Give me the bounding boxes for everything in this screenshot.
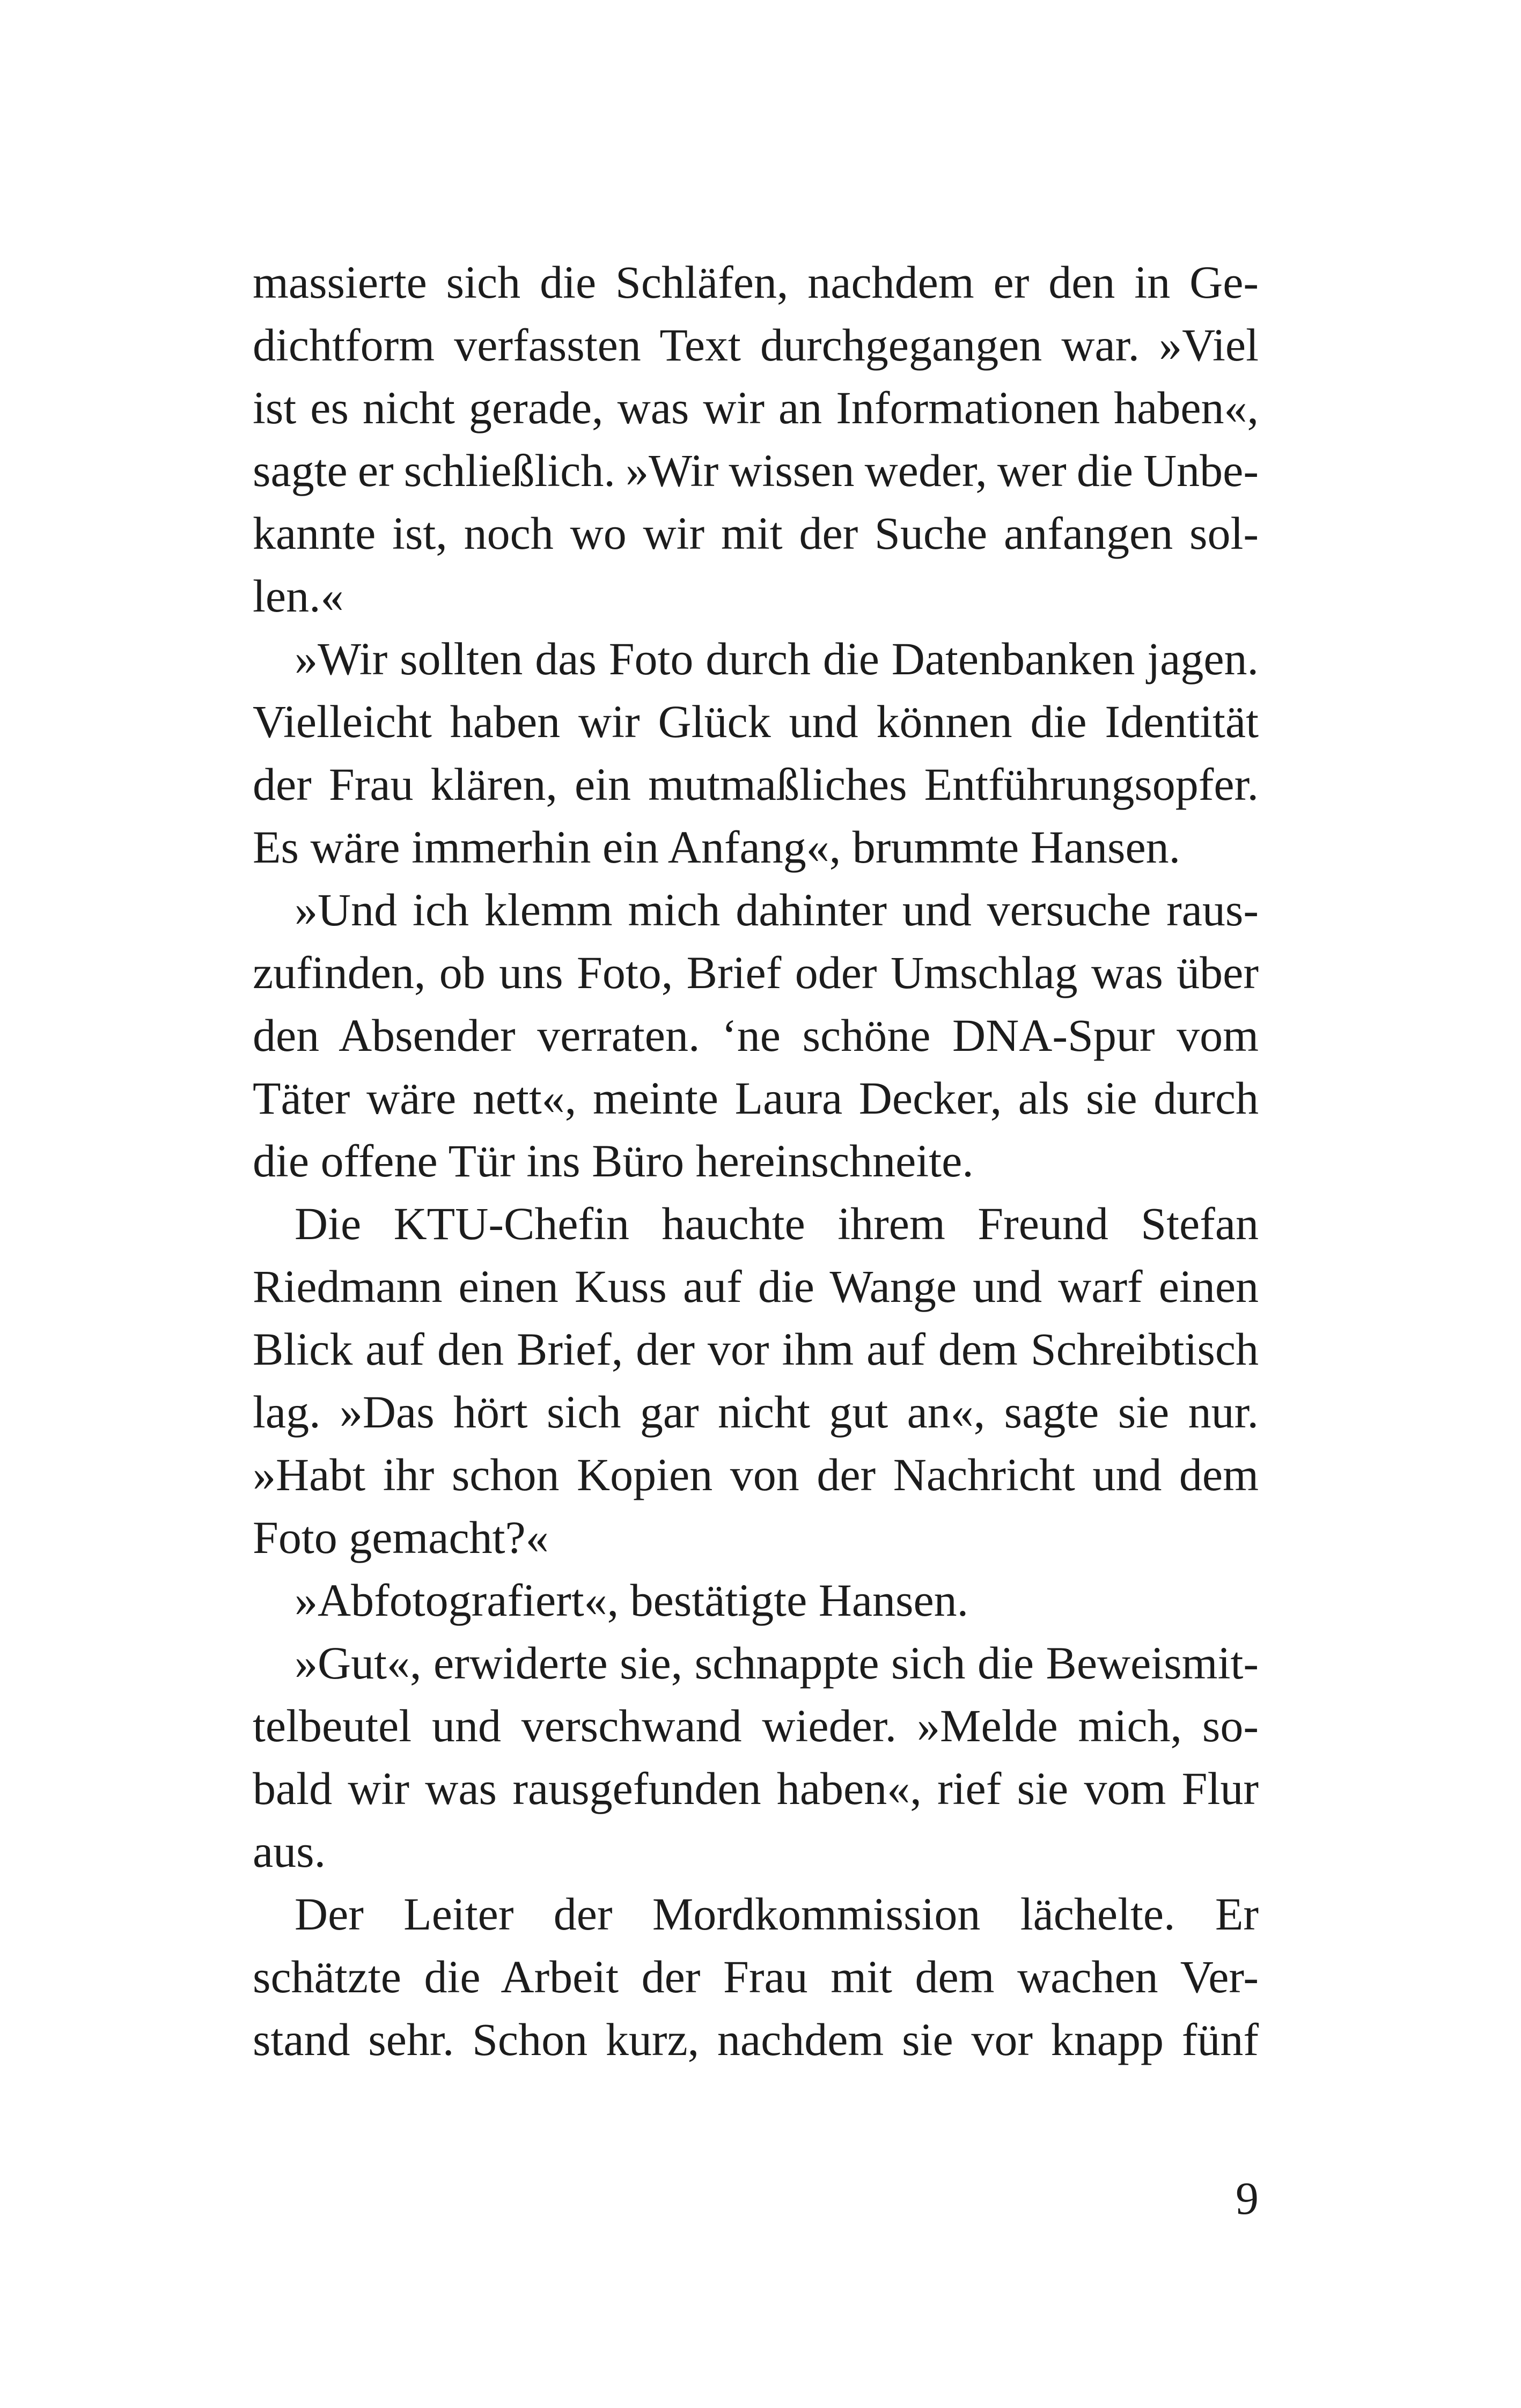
text-line: »Gut«, erwiderte sie, schnappte sich die Beweismit- (295, 1637, 1259, 1689)
text-line: den Absender verraten. ‘ne schöne DNA-Spur vom (253, 1010, 1259, 1061)
text-line: aus. (253, 1825, 326, 1877)
body-text (253, 251, 1259, 2071)
text-line: massierte sich die Schläfen, nachdem er den in Ge- (253, 256, 1259, 308)
text-line: die offene Tür ins Büro hereinschneite. (253, 1135, 974, 1187)
text-line: kannte ist, noch wo wir mit der Suche anfangen sol- (253, 507, 1259, 559)
text-line: »Abfotografiert«, bestätigte Hansen. (295, 1574, 969, 1626)
text-line: bald wir was rausgefunden haben«, rief sie vom Flur (253, 1763, 1259, 1814)
text-line: ist es nicht gerade, was wir an Informationen haben«, (253, 382, 1259, 433)
text-line: stand sehr. Schon kurz, nachdem sie vor knapp fünf (253, 2014, 1259, 2065)
text-line: sagte er schließlich. »Wir wissen weder, wer die Unbe- (253, 445, 1259, 496)
text-line: len.« (253, 570, 344, 622)
text-line: der Frau klären, ein mutmaßliches Entführungsopfer. (253, 759, 1259, 810)
text-line: zufinden, ob uns Foto, Brief oder Umschlag was über (253, 947, 1259, 998)
text-line: Die KTU-Chefin hauchte ihrem Freund Stefan (295, 1198, 1259, 1249)
page-number: 9 (1236, 2173, 1259, 2224)
text-line: Täter wäre nett«, meinte Laura Decker, als sie durch (253, 1072, 1259, 1124)
text-line: »Und ich klemm mich dahinter und versuche raus- (295, 884, 1259, 936)
text-line: telbeutel und verschwand wieder. »Melde mich, so- (253, 1700, 1259, 1751)
text-line: Vielleicht haben wir Glück und können die Identität (253, 696, 1259, 747)
text-line: schätzte die Arbeit der Frau mit dem wachen Ver- (253, 1951, 1259, 2002)
text-line: »Habt ihr schon Kopien von der Nachricht und dem (253, 1449, 1259, 1500)
text-line: Der Leiter der Mordkommission lächelte. Er (295, 1888, 1259, 1940)
text-line: Blick auf den Brief, der vor ihm auf dem Schreibtisch (253, 1323, 1259, 1375)
text-line: Es wäre immerhin ein Anfang«, brummte Hansen. (253, 821, 1181, 873)
text-line: Foto gemacht?« (253, 1512, 549, 1563)
text-line: Riedmann einen Kuss auf die Wange und warf einen (253, 1261, 1259, 1312)
text-line: »Wir sollten das Foto durch die Datenbanken jagen. (295, 633, 1259, 684)
text-line: dichtform verfassten Text durchgegangen war. »Viel (253, 319, 1259, 371)
text-line: lag. »Das hört sich gar nicht gut an«, sagte sie nur. (253, 1386, 1259, 1438)
